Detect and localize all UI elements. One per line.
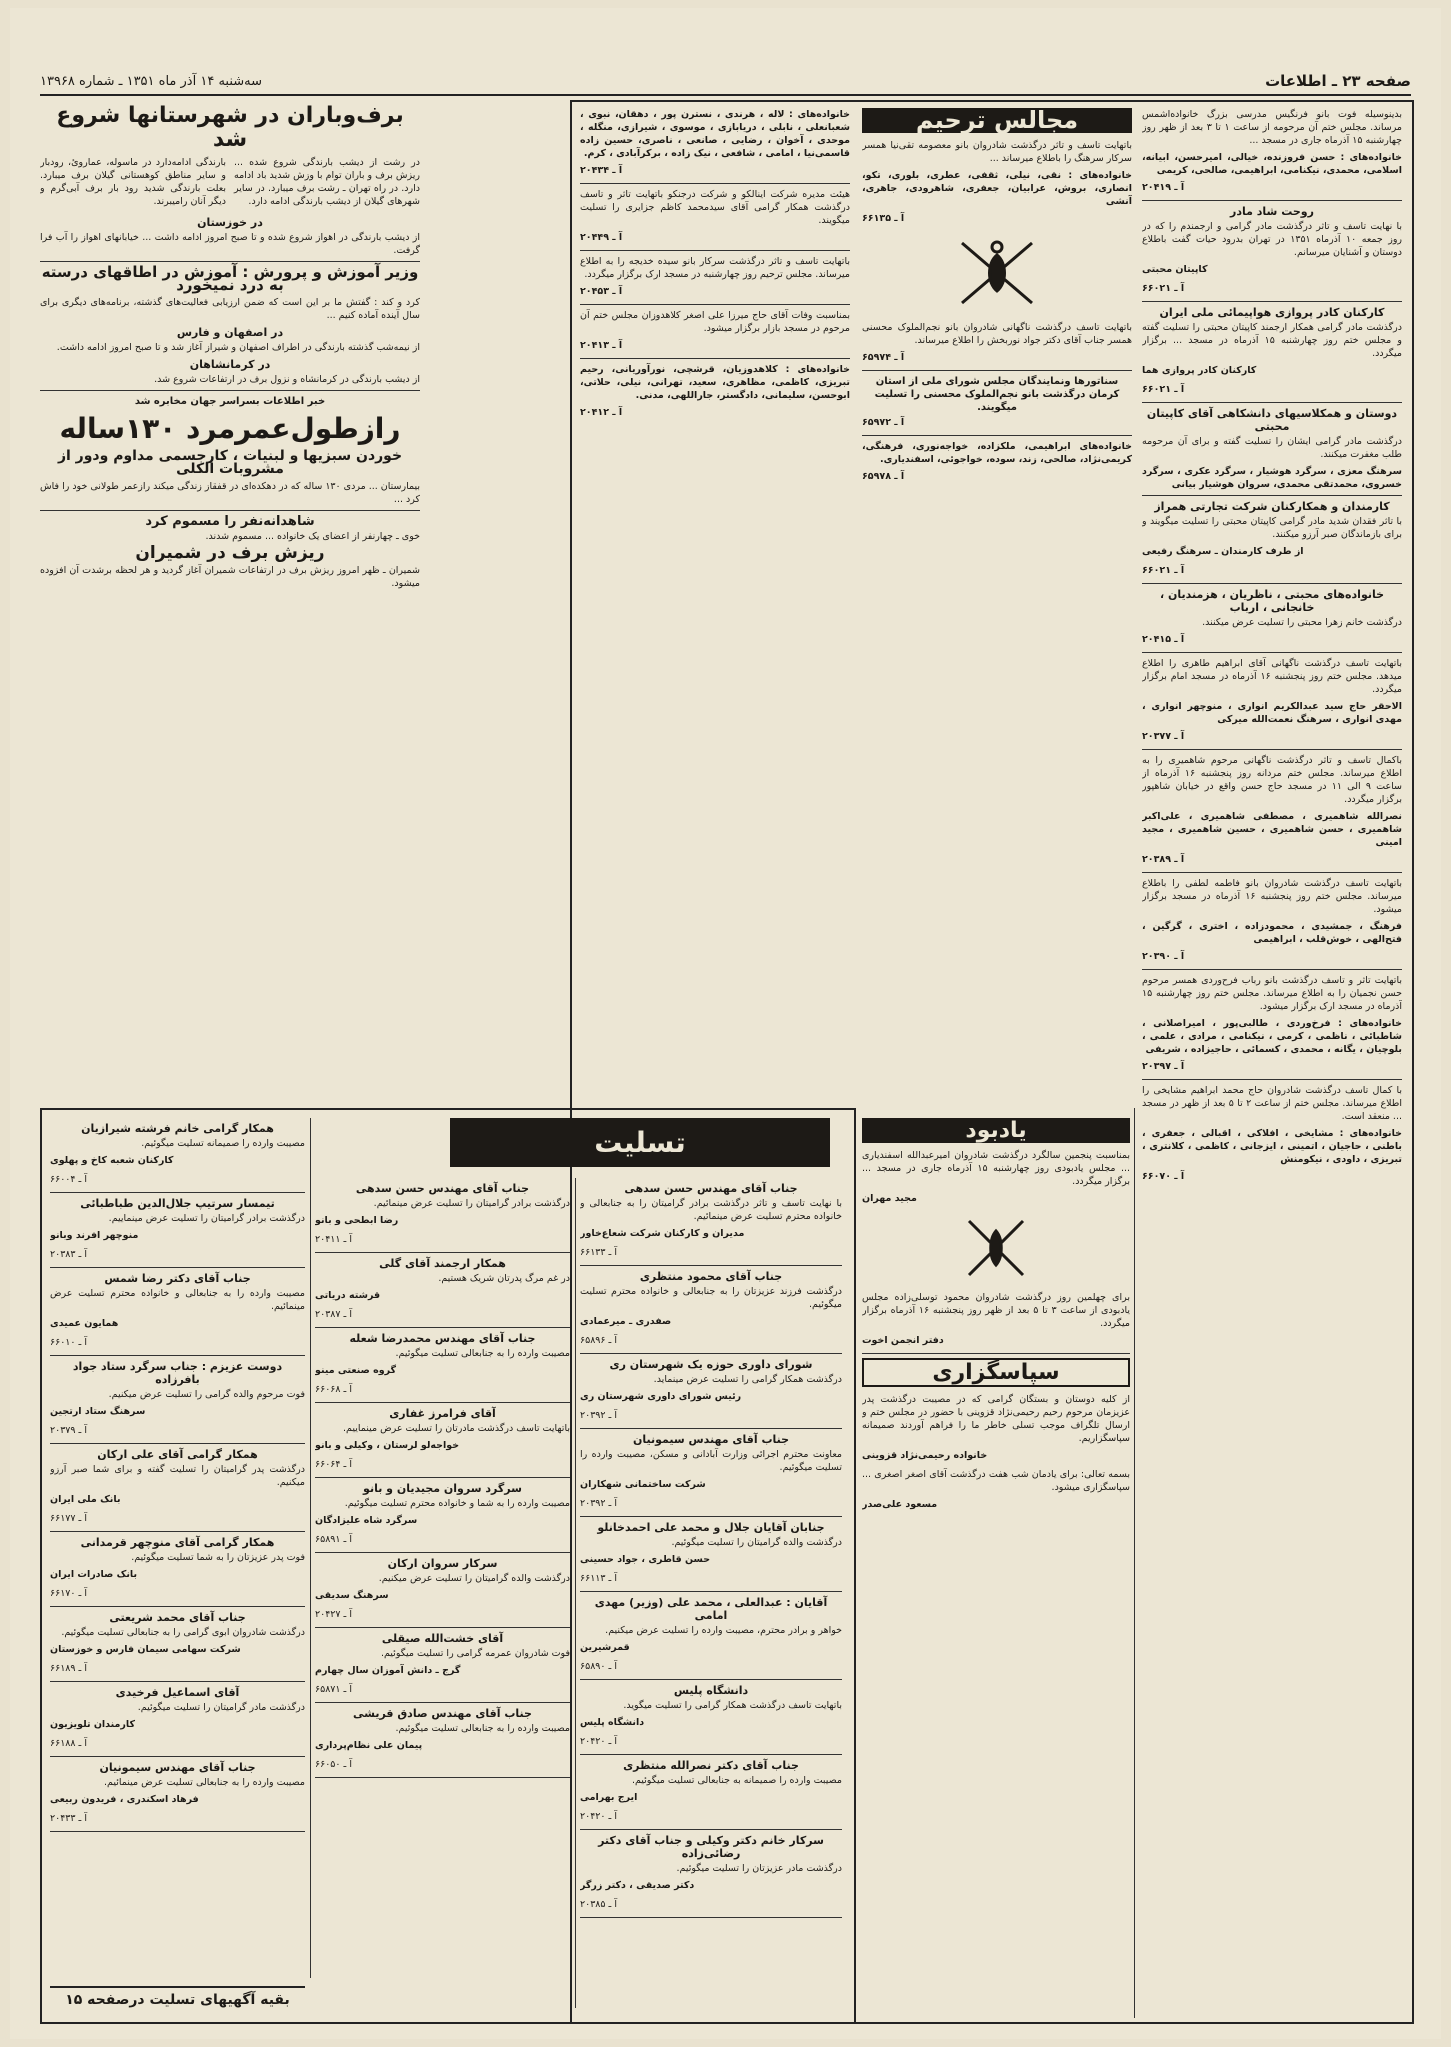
condolence-title: آقای خشت‌الله صیقلی [381,1632,504,1645]
right-2-sig: کارکنان کادر پروازی هما [1142,365,1257,376]
right-1-sig: کاپیتان محبتی [1142,264,1208,275]
condolence-title: جناب آقای دکتر نصرالله منتظری [623,1759,799,1772]
condolence-text: مصیبت وارده را به جنابعالی تسلیت میگوئیم. [395,1723,570,1734]
condolence-signature: سرگرد شاه علیزادگان [315,1515,418,1526]
condolence-notice [315,1482,570,1553]
condolence-code: آ ـ ۶۵۸۷۱ [315,1684,352,1695]
condolence-signature: شرکت سهامی سیمان فارس و خوزستان [50,1644,241,1655]
right-10-text: با کمال تاسف درگذشت شادروان حاج محمد ابراهیم مشایخی را اطلاع میرساند. مجلس ختم از ساعت ۲ تا ۵ بعد از ظهر در مسجد ... منعقد است. [1142,1085,1402,1122]
code-2: آ ـ ۶۶۱۳۵ [862,213,905,224]
crossed-swords-emblem [952,233,1042,313]
condolence-signature: دکتر صدیقی ، دکتر زرگر [580,1880,695,1891]
condolence-code: آ ـ ۲۰۳۸۵ [580,1899,617,1910]
right-2-title: کارکنان کادر پروازی هواپیمائی ملی ایران [1159,306,1385,319]
notice-2: باتهایت تاسف و تاثر درگذشت شادروان بانو معصومه تقی‌نیا همسر سرکار سرهنگ را باطلاع میرساند ... [862,140,1132,164]
mourning-column-b [862,108,1132,1108]
condolence-signature: سرهنگ ستاد ارتجین [50,1406,146,1417]
right-1-title: روحت شاد مادر [1230,205,1314,218]
shemiran-text: شمیران ـ ظهر امروز ریزش برف در ارتفاعات شمیران آغاز گردید و هر لحظه برشدت آن افزوده میشود. [40,565,420,589]
right-6-text: باتهایت تاسف درگذشت ناگهانی آقای ابراهیم طاهری را اطلاع میدهد. مجلس ختم روز پنجشنبه ۱۶ آذرماه در مسجد امام برگزار میگردد. [1142,658,1402,695]
education-text: کرد و کند : گفتش ما بر این است که ضمن ارزیابی فعالیت‌های گذشته، برنامه‌های دیگری برای سال آینده آماده کنیم ... [40,297,420,321]
world-label: خبر اطلاعات بسراسر جهان مخابره شد [134,396,326,407]
code-10: آ ـ ۶۵۹۷۸ [862,471,905,482]
condolence-signature: فرهاد اسکندری ، فریدون ربیعی [50,1794,199,1805]
condolence-code: آ ـ ۲۰۳۸۷ [315,1309,352,1320]
right-5-code: آ ـ ۲۰۴۱۵ [1142,634,1185,645]
code-7: آ ـ ۲۰۴۱۲ [580,407,623,418]
isfahan-heading: در اصفهان و فارس [176,326,284,339]
notice-8: باتهایت تاسف درگذشت ناگهانی شادروان بانو نجم‌الملوک محسنی همسر جناب آقای دکتر جواد نوربخش را اطلاع میرساند. [862,322,1132,346]
condolence-signature: خواجه‌لو لرستان ، وکیلی و بانو [315,1440,460,1451]
condolence-text: درگذشت پدر گرامیتان را تسلیت گفته و برای شما صبر آرزو میکنیم. [50,1464,305,1488]
condolence-notice [50,1122,305,1193]
condolence-title: دانشگاه پلیس [673,1684,749,1697]
right-6-families: الاحقر حاج سید عبدالکریم انواری ، منوچهر انواری ، مهدی انواری ، سرهنگ نعمت‌الله میرکی [1142,701,1402,725]
condolence-signature: همایون عمیدی [50,1318,119,1329]
condolence-text: با نهایت تاسف و تاثر درگذشت برادر گرامیتان را به جنابعالی و خانواده محترم تسلیت عرض مینمائیم. [580,1198,842,1222]
condolence-code: آ ـ ۲۰۳۷۹ [50,1425,87,1436]
condolence-title: سرگرد سروان مجیدیان و بانو [363,1482,522,1495]
condolence-title: شورای داوری حوزه یک شهرستان ری [609,1358,813,1371]
condolence-text: فوت پدر عزیزتان را به شما تسلیت میگوئیم. [131,1552,305,1563]
right-4-code: آ ـ ۶۶۰۲۱ [1142,565,1185,576]
families-notice-1: خانواده‌های : حسن فروزنده، خیالی، امیرحسن، ابیانه، اسلامی، محمدی، نیکنامی، ابراهیمی، صالحی، کریمی [1142,152,1402,176]
condolence-notice [580,1433,842,1517]
khuzestan-heading: در خوزستان [197,216,263,229]
condolence-notice [580,1358,842,1429]
condolence-code: آ ـ ۶۶۱۳۳ [580,1247,617,1258]
code-1: آ ـ ۲۰۴۱۹ [1142,182,1185,193]
condolence-notice [50,1611,305,1682]
condolence-signature: مدیران و کارکنان شرکت شعاع‌خاور [580,1228,745,1239]
right-2-text: درگذشت مادر گرامی همکار ارجمند کاپیتان محبتی را تسلیت گفته و مجلس ختم روز چهارشنبه ۱۵ آذرماه در مسجد ... برگزار میگردد. [1142,322,1402,359]
condolence-code: آ ـ ۲۰۴۲۰ [580,1811,617,1822]
code-3: آ ـ ۲۰۴۳۴ [580,165,623,176]
condolence-text: درگذشت شادروان ابوی گرامی را به جنابعالی تسلیت میگوئیم. [61,1627,305,1638]
condolence-text: درگذشت همکار گرامی را تسلیت عرض مینماید. [653,1374,842,1385]
snow-text-2: بارندگی ادامه‌دارد در ماسوله، عماروئ، رودبار و سایر مناطق کوهستانی گیلان برف میبارد. بعلت بارندگی شدید رود بار برف آبی‌گرم و دیگر آنان رامیبرند. [40,157,226,207]
thanks-sig: خانواده رحیمی‌نژاد قزوینی [862,1450,988,1461]
condolence-text: درگذشت مادر عزیزتان را تسلیت میگوئیم. [676,1863,842,1874]
issue-date: سه‌شنبه ۱۴ آذر ماه ۱۳۵۱ ـ شماره ۱۳۹۶۸ [40,73,263,89]
snow-headline: برف‌وباران در شهرستانها شروع شد [56,103,404,152]
remembrance-sig-2: دفتر انجمن اخوت [862,1335,944,1346]
condolence-text: مصیبت وارده را صمیمانه به جنابعالی تسلیت میگوئیم. [631,1775,842,1786]
condolence-code: آ ـ ۶۶۱۷۰ [50,1588,87,1599]
condolence-column-left [50,1118,305,1978]
thanks-text: از کلیه دوستان و بستگان گرامی که در مصیبت درگذشت پدر عزیزمان مرحوم رحیم رحیمی‌نژاد قزوینی با حضور در مجلس ختم و ارسال تلگراف موجب تسلی خاطر ما را فراهم آوردند صمیمانه سپاسگزاریم. [862,1394,1130,1444]
condolence-signature: پیمان علی نظام‌پرداری [315,1740,423,1751]
condolence-notice [580,1521,842,1592]
condolence-column-center [580,1178,842,2008]
condolence-code: آ ـ ۶۶۱۱۳ [580,1573,617,1584]
condolence-notice [315,1557,570,1628]
condolence-text: مصیبت وارده را صمیمانه تسلیت میگوئیم. [141,1138,305,1149]
code-9: آ ـ ۶۵۹۷۲ [862,417,905,428]
right-4-title: کارمندان و همکارکنان شرکت تجارتی همراز [1154,500,1390,513]
condolence-title: جناب آقای محمد شریعتی [109,1611,246,1624]
condolence-title: همکار گرامی آقای منوچهر قرمدانی [80,1536,275,1549]
condolence-notice [315,1407,570,1478]
poisoning-heading: شاهدانه‌نفر را مسموم کرد [145,514,315,529]
condolence-text: مصیبت وارده را به جنابعالی تسلیت میگوئیم. [395,1348,570,1359]
condolence-divider-1 [310,1118,311,1978]
right-5-text: درگذشت خانم زهرا محبتی را تسلیت عرض میکنند. [1202,617,1402,628]
right-9-families: خانواده‌های : فرخ‌وردی ، طالبی‌پور ، امیراصلانی ، شاطبائی ، ناظمی ، کرمی ، نیکنامی ، مرادی ، علمی ، بلوچیان ، یگانه ، محمدی ، کسمائی ، حاجیزاده ، شریفی [1142,1018,1402,1055]
notice-10: خانواده‌های ابراهیمی، ملکزاده، خواجه‌نوری، فرهنگی، کریمی‌نژاد، صالحی، زند، سوده، خواجوئی، اسفندیاری. [862,441,1132,465]
condolence-notice [580,1182,842,1266]
condolence-text: مصیبت وارده را به شما و خانواده محترم تسلیت میگوئیم. [344,1498,570,1509]
condolence-text: درگذشت والده گرامیتان را تسلیت عرض میکنیم. [378,1573,570,1584]
condolence-signature: دانشگاه پلیس [580,1717,645,1728]
condolence-code: آ ـ ۶۵۸۹۰ [580,1661,617,1672]
condolence-title: دوست عزیزم : جناب سرگرد ستاد جواد بافرزاده [72,1360,283,1386]
condolence-text: باتهایت تاسف درگذشت همکار گرامی را تسلیت میگوید. [623,1700,842,1711]
condolence-notice [315,1182,570,1253]
condolence-code: آ ـ ۶۶۰۱۰ [50,1337,87,1348]
condolence-text: در غم مرگ پدرتان شریک هستیم. [438,1273,570,1284]
condolence-notice [50,1272,305,1356]
condolence-column-mid [315,1178,570,2008]
condolence-text: فوت مرحوم والده گرامی را تسلیت عرض میکنیم. [108,1389,305,1400]
condolence-signature: بانک صادرات ایران [50,1569,138,1580]
condolence-code: آ ـ ۲۰۳۸۳ [50,1249,87,1260]
right-4-sig: از طرف کارمندان ـ سرهنگ رفیعی [1142,546,1304,557]
condolence-title: جناب آقای مهندس صادق قریشی [353,1707,532,1720]
condolence-signature: کارمندان تلویزیون [50,1719,135,1730]
condolence-code: آ ـ ۲۰۳۹۲ [580,1410,617,1421]
education-headline: وزیر آموزش و پرورش : آموزش در اطاقهای درسته به درد نمیخورد [41,263,419,294]
right-1-text: با نهایت تاسف و تاثر درگذشت مادر گرامی و ارجمندم را که در روز جمعه ۱۰ آذرماه ۱۳۵۱ در تهران بدرود حیات گفت باطلاع دوستان و آشنایان میرسانم. [1142,221,1402,258]
notice-7: خانواده‌های : کلاهدوزیان، قرشچی، نورآوریانی، رحیم تبریزی، کاظمی، مظاهری، سعید، تهرانی، نیلی، حلاتی، ابوحسن، سلیمانی، دادگستر، جاراللهی، مدنی. [580,364,850,401]
shemiran-headline: ریزش برف در شمیران [135,543,325,563]
right-7-code: آ ـ ۲۰۳۸۹ [1142,854,1185,865]
condolence-notice [50,1761,305,1832]
condolence-signature: گروه صنعتی مینو [315,1365,397,1376]
condolence-text: درگذشت مادر گرامیتان را تسلیت میگوئیم. [137,1702,305,1713]
code-6: آ ـ ۲۰۴۱۳ [580,340,623,351]
condolence-code: آ ـ ۲۰۴۲۷ [315,1609,352,1620]
thanks-sig-2: مسعود علی‌صدر [862,1499,938,1510]
condolence-signature: بانک ملی ایران [50,1494,121,1505]
condolence-title: جناب آقای محمود منتظری [639,1270,783,1283]
condolence-code: آ ـ ۲۰۴۱۱ [315,1234,352,1245]
condolence-notice [50,1686,305,1757]
code-5: آ ـ ۲۰۴۵۳ [580,286,623,297]
right-10-code: آ ـ ۶۶۰۷۰ [1142,1171,1185,1182]
condolence-signature: شرکت ساختمانی شهکاران [580,1479,706,1490]
condolence-code: آ ـ ۶۶۰۶۸ [315,1384,352,1395]
condolence-signature: رضا ابطحی و بانو [315,1215,399,1226]
right-8-code: آ ـ ۲۰۳۹۰ [1142,951,1185,962]
condolence-title: آقایان : عبدالعلی ، محمد علی (وزیر) مهدی امامی [594,1596,828,1622]
code-4: آ ـ ۲۰۴۴۹ [580,232,623,243]
condolence-text: درگذشت برادر گرامیتان را تسلیت عرض مینمائیم. [373,1198,570,1209]
condolence-title: سرکار خانم دکتر وکیلی و جناب آقای دکتر رضائی‌زاده [598,1834,824,1860]
condolence-notice [315,1707,570,1778]
mourning-column-c [1142,108,1402,2008]
condolence-title: جناب آقای مهندس حسن سدهی [355,1182,530,1195]
condolence-signature: ایرج بهرامی [580,1792,638,1803]
notice-6: بمناسبت وفات آقای حاج میرزا علی اصغر کلاهدوزان مجلس ختم آن مرحوم در مسجد بازار برگزار میشود. [580,310,850,334]
condolence-signature: قرشته دریاتی [315,1290,381,1301]
condolence-divider-2 [575,1178,576,2008]
condolence-notice [50,1197,305,1268]
condolence-banner: تسلیت [450,1118,830,1167]
condolence-code: آ ـ ۶۵۸۹۱ [315,1534,352,1545]
right-6-code: آ ـ ۲۰۳۷۷ [1142,731,1185,742]
condolence-code: آ ـ ۲۰۴۳۳ [50,1813,87,1824]
isfahan-text: از نیمه‌شب گذشته بارندگی در اطراف اصفهان و شیراز آغاز شد و تا صبح امروز ادامه داشت. [56,342,420,353]
condolence-text: معاونت محترم اجرائی وزارت آبادانی و مسکن، مصیبت وارده را تسلیت میگوئیم. [580,1449,842,1473]
condolence-signature: منوچهر افرند وبانو [50,1230,139,1241]
condolence-title: سرکار سروان ارکان [387,1557,498,1570]
condolence-title: تیمسار سرتیپ جلال‌الدین طباطبائی [80,1197,275,1210]
families-notice-3: خانواده‌های : لاله ، هرندی ، نسترن پور ، دهقان، نبوی ، شعبانعلی ، نابلی ، دریابازی ، موسوی ، شیرازی، منگله ، موحدی ، آخوان ، رضایی ، صانعی ، ناصری، حسین زاده قاسمی‌نیا ، امامی ، شافعی ، نیک زاده ، برکرآبادی ، کرم. [580,109,850,159]
right-4-text: با تاثر فقدان شدید مادر گرامی کاپیتان محبتی را تسلیت میگویند و برای بازماندگان صبر آرزو میکنند. [1142,516,1402,540]
condolence-signature: رئیس شورای داوری شهرستان ری [580,1391,742,1402]
families-notice-2: خانواده‌های : نقی، نیلی، ثقفی، عطری، بلوری، تکو، انصاری، بروش، عرابیان، جعفری، شاهرودی، جاهری، آنشی [862,170,1132,207]
condolence-text: فوت شادروان عمرمه گرامی را تسلیت میگوئیم. [380,1648,570,1659]
right-3-families: سرهنگ معزی ، سرگرد هوشیار ، سرگرد عکری ، سرگرد خسروی، محمدتقی محمدی، سروان هوشیار بیانی [1142,466,1402,490]
condolence-footer: بقیه آگهیهای تسلیت درصفحه ۱۵ [50,1986,305,2008]
condolence-code: آ ـ ۲۰۴۲۰ [580,1736,617,1747]
condolence-signature: صفدری ـ میرعمادی [580,1316,672,1327]
right-8-families: فرهنگ ، جمشیدی ، محمودزاده ، اختری ، گرگین ، فتح‌الهی ، خوش‌قلب ، ابراهیمی [1142,921,1402,945]
condolence-notice [315,1332,570,1403]
remembrance-sig: مجید مهران [862,1193,917,1204]
condolence-notice [580,1834,842,1918]
notice-1: بدینوسیله فوت بانو فرنگیس مدرسی بزرگ خانواده‌اشمس مرساند. مجلس ختم آن مرحومه از ساعت ۱ تا ۳ بعد از ظهر روز چهارشنبه ۱۵ آذرماه جاری در مسجد ... [1142,109,1402,146]
condolence-signature: کارکنان شعبه کاخ و پهلوی [50,1155,174,1166]
notice-4: هیئت مدیره شرکت اینالکو و شرکت درجنکو باتهایت تاثر و تاسف درگذشت همکار گرامی آقای سیدمحمد کاظم جزایری را تسلیت میگویند. [580,189,850,226]
condolence-signature: حسن قاطری ، جواد حسینی [580,1554,711,1565]
condolence-notice [50,1448,305,1532]
condolence-signature: قمر‌شیرین [580,1642,630,1653]
condolence-text: درگذشت والده گرامیتان را تسلیت میگوئیم. [671,1537,842,1548]
condolence-code: آ ـ ۶۶۰۵۰ [315,1759,352,1770]
condolence-code: آ ـ ۶۶۰۰۴ [50,1174,87,1185]
condolence-notice [580,1596,842,1680]
newspaper-page [10,8,1441,2039]
condolence-title: جناب آقای مهندس سیمونیان [99,1761,256,1774]
code-8: آ ـ ۶۵۹۷۴ [862,352,905,363]
condolence-notice [50,1360,305,1444]
condolence-text: باتهایت تاسف درگذشت مادرتان را تسلیت عرض مینماییم. [343,1423,570,1434]
remembrance-banner: یادبود [862,1118,1130,1143]
right-2-code: آ ـ ۶۶۰۲۱ [1142,384,1185,395]
remembrance-emblem [961,1213,1031,1283]
condolence-notice [580,1684,842,1755]
condolence-title: همکار ارجمند آقای گلی [379,1257,506,1270]
kermanshah-text: از دیشب بارندگی در کرمانشاه و نزول برف در ارتفاعات شروع شد. [154,374,420,385]
right-7-families: نصرالله شاهمیری ، مصطفی شاهمیری ، علی‌اکبر شاهمیری ، حسن شاهمیری ، حسین شاهمیری ، مجید امینی [1142,811,1402,848]
snow-text-1: در رشت از دیشب بارندگی شروع شده ... ریزش برف و باران توام با وزش شدید باد ادامه دارد. در راه تهران ـ رشت برف میبارد. در سایر شهرهای گیلان از دیشب بارندگی ادامه دارد. [234,157,420,207]
news-column [40,100,420,1080]
right-7-text: باکمال تاسف و تاثر درگذشت ناگهانی مرحوم شاهمیری را به اطلاع میرساند. مجلس ختم مردانه روز پنجشنبه ۱۶ آذرماه از ساعت ۹ الی ۱۱ در مسجد حاج حسن واقع در خیابان شاهپور برگزار میگردد. [1142,755,1402,805]
condolence-title: آقای فرامرز غفاری [389,1407,496,1420]
condolence-notice [50,1536,305,1607]
mourning-banner: مجالس ترحیم [862,108,1132,133]
right-8-text: باتهایت تاسف درگذشت شادروان بانو فاطمه لطفی را باطلاع میرساند. مجلس ختم روز پنجشنبه ۱۶ آذرماه در مسجد برگزار میشود. [1142,878,1402,915]
condolence-title: جنابان آقایان جلال و محمد علی احمدخانلو [597,1521,825,1534]
condolence-title: جناب آقای مهندس محمدرضا شعله [349,1332,536,1345]
condolence-signature: گرج ـ دانش آموزان سال چهارم [315,1665,461,1676]
notice-5: باتهایت تاسف و تاثر درگذشت سرکار بانو سیده خدیجه را به اطلاع میرساند. مجلس ترحیم روز چهارشنبه در مسجد ارک برگزار میگردد. [580,256,850,280]
right-1-code: آ ـ ۶۶۰۲۱ [1142,283,1185,294]
thanks-banner: سپاسگزاری [862,1358,1130,1387]
condolence-notice [315,1257,570,1328]
thanks-text-2: بسمه تعالی: برای یادمان شب هفت درگذشت آقای اصغر اصغری ... سپاسگزاری میشود. [862,1469,1130,1493]
condolence-title: همکار گرامی آقای علی ارکان [97,1448,258,1461]
remembrance-text-2: برای چهلمین روز درگذشت شادروان محمود توسلی‌زاده مجلس یادبودی از ساعت ۳ تا ۵ بعد از ظهر روز پنجشنبه ۱۶ آذرماه برگزار میگردد. [862,1292,1130,1329]
condolence-text: مصیبت وارده را به جنابعالی تسلیت عرض مینمائیم. [104,1777,305,1788]
column-divider [1134,1108,1135,2018]
notice-9: سناتورها ونمایندگان مجلس شورای ملی از استان کرمان درگذشت بانو نجم‌الملوک محسنی را تسلیت میگویند. [874,376,1120,413]
longevity-subheadline: خوردن سبزیها و لبنیات ، کارجسمی مداوم ودور از مشروبات الکلی [57,448,403,477]
condolence-code: آ ـ ۶۵۸۹۶ [580,1335,617,1346]
condolence-code: آ ـ ۲۰۳۹۲ [580,1498,617,1509]
condolence-title: آقای اسماعیل فرخیدی [115,1686,240,1699]
condolence-signature: سرهنگ سدیقی [315,1590,389,1601]
condolence-title: جناب آقای مهندس حسن سدهی [624,1182,798,1195]
right-5-title: خانواده‌های محبتی ، ناظریان ، هزمندیان ، خانجانی ، ارباب [1159,588,1385,614]
remembrance-column [862,1118,1130,2018]
page-header [40,68,1411,96]
page-number: صفحه ۲۳ ـ اطلاعات [1265,72,1411,90]
condolence-code: آ ـ ۶۶۱۸۸ [50,1738,87,1749]
longevity-headline: رازطول‌عمرمرد ۱۳۰ساله [59,412,401,445]
condolence-title: جناب آقای دکتر رضا شمس [104,1272,251,1285]
condolence-text: مصیبت وارده را به جنابعالی و خانواده محترم تسلیت عرض مینمائیم. [50,1288,305,1312]
condolence-notice [580,1759,842,1830]
condolence-notice [315,1632,570,1703]
khuzestan-text: از دیشب بارندگی در اهواز شروع شده و تا صبح امروز ادامه داشت ... خیابانهای اهواز را آب فرا گرفت. [40,232,420,256]
condolence-code: آ ـ ۶۶۱۸۹ [50,1663,87,1674]
poisoning-text: خوی ـ چهارنفر از اعضای یک خانواده ... مسموم شدند. [205,531,420,542]
condolence-text: درگذشت برادر گرامیتان را تسلیت عرض مینماییم. [108,1213,305,1224]
condolence-code: آ ـ ۶۶۰۶۴ [315,1459,352,1470]
right-9-code: آ ـ ۲۰۳۹۷ [1142,1061,1185,1072]
right-9-text: باتهایت تاثر و تاسف درگذشت بانو رباب فرح‌وردی همسر مرحوم حسن نجمیان را به اطلاع میرساند. مجلس ختم روز چهارشنبه ۱۵ آذرماه در مسجد ارک برگزار میشود. [1142,975,1402,1012]
right-3-text: درگذشت مادر گرامی ایشان را تسلیت گفته و برای آن مرحومه طلب مغفرت میکنند. [1142,436,1402,460]
right-3-title: دوستان و همکلاسیهای دانشکاهی آقای کاپیتان محبتی [1146,407,1398,433]
condolence-notice [580,1270,842,1354]
condolence-text: خواهر و برادر محترم، مصیبت وارده را تسلیت عرض میکنیم. [605,1625,842,1636]
condolence-code: آ ـ ۶۶۱۷۷ [50,1513,87,1524]
condolence-text: درگذشت فرزند عزیزتان را به جنابعالی و خانواده محترم تسلیت میگوئیم. [580,1286,842,1310]
kermanshah-heading: در کرمانشاهان [189,358,271,371]
longevity-text: بیمارستان ... مردی ۱۳۰ ساله که در دهکده‌ای در قفقاز زندگی میکند رازعمر طولانی خود را فاش کرد ... [40,481,420,505]
mourning-column-a [580,108,850,1108]
remembrance-text: بمناسبت پنجمین سالگرد درگذشت شادروان امیرعبدالله اسفندیاری ... مجلس یادبودی روز چهارشنبه ۱۵ آذرماه جاری در مسجد ... برگزار میگردد. [862,1150,1130,1187]
condolence-title: همکار گرامی خانم فرشته شیرازیان [81,1122,274,1135]
condolence-title: جناب آقای مهندس سیمونیان [632,1433,790,1446]
right-10-families: خانواده‌های : مشایخی ، افلاکی ، اقبالی ، جعفری ، باطنی ، حاجیان ، اتمینی ، ایزجانی ، کاظمی ، کلانتری ، تبریزی ، داودی ، نیکومنش [1142,1128,1402,1165]
